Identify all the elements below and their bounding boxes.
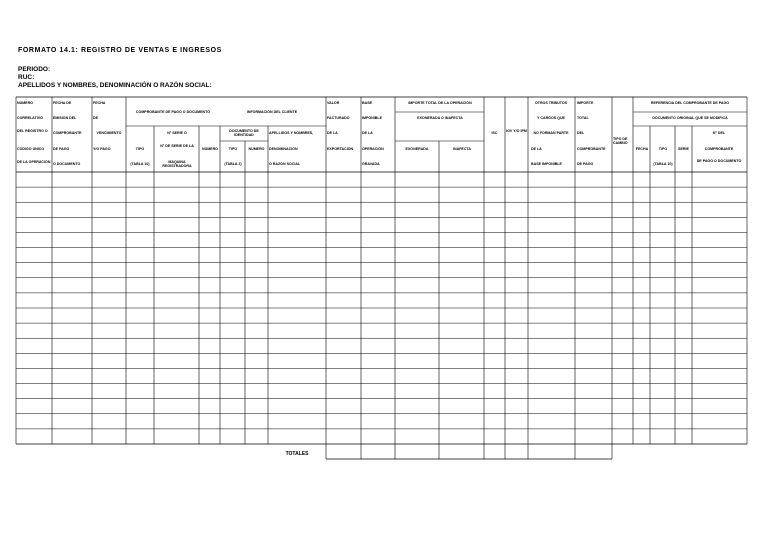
hdr-denominacion: DENOMINACIÓN	[269, 147, 298, 151]
hdr-de-la2: DE LA	[362, 131, 373, 135]
hdr-exonerada-inafecta: EXONERADA O INAFECTA	[417, 116, 463, 120]
hdr-isc: ISC	[491, 131, 498, 135]
hdr-ref-fecha: FECHA	[635, 147, 649, 151]
hdr-apellidos: APELLIDOS Y NOMBRES,	[269, 131, 314, 135]
hdr-ref-serie: SERIE	[678, 147, 689, 151]
hdr-o-documento: O DOCUMENTO	[53, 162, 81, 166]
hdr-comprobante2: COMPROBANTE	[577, 147, 606, 151]
hdr-importe-total: IMPORTE TOTAL DE LA OPERACIÓN	[408, 101, 472, 105]
hdr-del-registro: DEL REGISTRO O	[17, 129, 48, 133]
hdr-ref-comprobante: COMPROBANTE	[704, 147, 734, 151]
hdr-base: BASE	[362, 101, 372, 105]
hdr-vencimiento: VENCIMIENTO	[96, 131, 122, 135]
hdr-numero-col: NÚMERO	[202, 147, 218, 151]
hdr-n-serie-maquina: N° DE SERIE DE LA	[160, 144, 194, 148]
hdr-de-pago2: DE PAGO	[577, 162, 594, 166]
periodo-label: PERIODO:	[18, 66, 51, 73]
hdr-info-cliente: INFORMACIÓN DEL CLIENTE	[246, 110, 298, 114]
hdr-tabla10: (TABLA 10)	[130, 162, 150, 166]
form-title: FORMATO 14.1: REGISTRO DE VENTAS E INGRESOS	[18, 47, 222, 54]
hdr-numero: NÚMERO	[17, 101, 33, 105]
hdr-ref-tipo: TIPO	[658, 147, 668, 151]
hdr-y-o-pago: Y/O PAGO	[93, 147, 111, 151]
hdr-de-pago: DE PAGO	[53, 147, 70, 151]
hdr-n-del: N° DEL	[712, 131, 726, 135]
hdr-razon-social: O RAZÓN SOCIAL	[269, 162, 301, 166]
hdr-imponible: IMPONIBLE	[362, 116, 382, 120]
hdr-de-la3: DE LA	[531, 147, 542, 151]
hdr-operacion: OPERACIÓN	[362, 147, 384, 151]
hdr-tabla2: (TABLA 2)	[224, 162, 242, 166]
hdr-emision-del: EMISIÓN DEL	[53, 116, 77, 120]
hdr-exportacion: EXPORTACIÓN	[327, 147, 354, 151]
hdr-ref-tabla10: (TABLA 10)	[653, 162, 673, 166]
ruc-label: RUC:	[18, 74, 35, 81]
hdr-inafecta: INAFECTA	[453, 147, 471, 151]
hdr-correlativo: CORRELATIVO	[17, 116, 43, 120]
hdr-valor: VALOR	[327, 101, 340, 105]
hdr-de-la: DE LA	[327, 131, 338, 135]
hdr-fecha: FECHA	[93, 101, 106, 105]
hdr-maquina-registradora: MÁQUINA REGISTRADORA	[162, 160, 192, 168]
hdr-comprobante-grupo: COMPROBANTE DE PAGO O DOCUMENTO	[135, 110, 211, 114]
hdr-numero-doc: NÚMERO	[248, 147, 265, 151]
hdr-base-imponible: BASE IMPONIBLE	[531, 162, 562, 166]
totales-label: TOTALES	[285, 451, 309, 457]
hdr-gravada: GRAVADA	[362, 162, 380, 166]
hdr-comprobante: COMPROBANTE	[53, 131, 82, 135]
hdr-del: DEL	[577, 131, 585, 135]
hdr-n-serie-o: N° SERIE O	[167, 131, 187, 135]
hdr-tipo: TIPO	[135, 147, 145, 151]
hdr-doc-original: DOCUMENTO ORIGINAL QUE SE MODIFICA	[652, 116, 728, 120]
hdr-otros-tributos: OTROS TRIBUTOS	[534, 101, 568, 105]
hdr-total: TOTAL	[577, 116, 589, 120]
hdr-no-forman: NO FORMAN PARTE	[533, 131, 569, 135]
hdr-fecha-de: FECHA DE	[53, 101, 72, 105]
hdr-importe: IMPORTE	[577, 101, 594, 105]
hdr-referencia: REFERENCIA DEL COMPROBANTE DE PAGO	[650, 101, 730, 105]
hdr-facturado: FACTURADO	[327, 116, 350, 120]
hdr-exonerada: EXONERADA	[405, 147, 429, 151]
razon-social-label: APELLIDOS Y NOMBRES, DENOMINACIÓN O RAZÓN SOCIAL:	[18, 82, 212, 89]
hdr-de-la-operacion: DE LA OPERACIÓN	[17, 160, 51, 164]
hdr-de-pago-o-doc: DE PAGO O DOCUMENTO	[696, 159, 742, 163]
hdr-codigo-unico: CÓDIGO ÚNICO	[17, 147, 45, 151]
hdr-de: DE	[93, 116, 98, 120]
hdr-tipo-doc: TIPO	[228, 147, 238, 151]
hdr-y-cargos: Y CARGOS QUE	[537, 116, 565, 120]
hdr-doc-identidad: DOCUMENTO DE IDENTIDAD	[229, 129, 259, 137]
hdr-tipo-cambio: TIPO DE CAMBIO	[613, 137, 628, 145]
hdr-igv: IGV Y/O IPM	[506, 129, 527, 133]
